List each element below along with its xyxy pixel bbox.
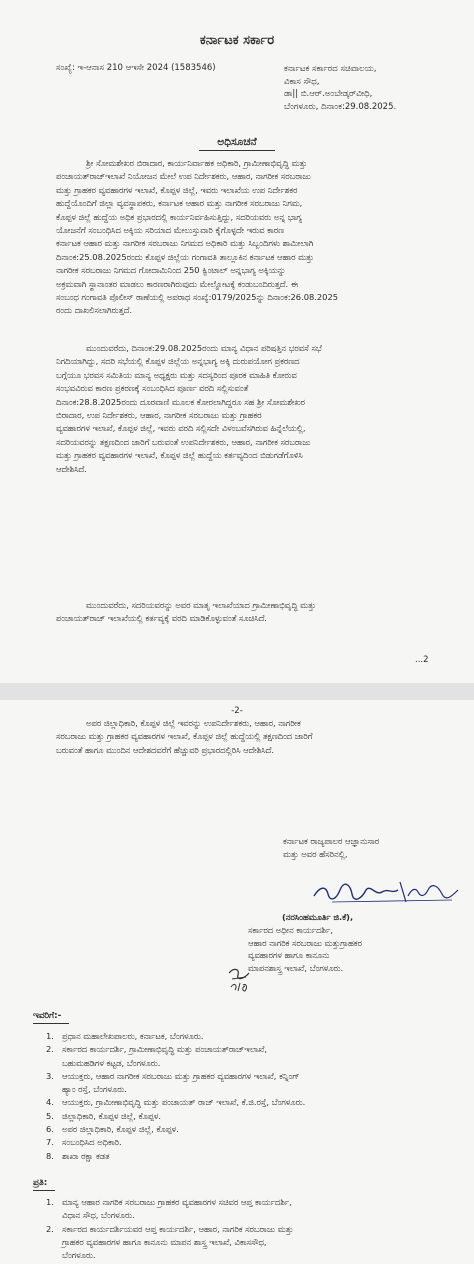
handwritten-signature [312, 878, 462, 908]
paragraph-line: ಸದರಿಯವರನ್ನು ತಕ್ಷಣದಿಂದ ಜಾರಿಗೆ ಬರುವಂತೆ ಉಪನಿರ್ದೇಶಕರು, ಆಹಾರ, ನಾಗರೀಕ ಸರಬರಾಜು [56, 436, 311, 447]
list-item-continuation: ಗ್ರಾಹಕರ ವ್ಯವಹಾರಗಳ ಹಾಗೂ ಕಾನೂನು ಮಾಪನ ಶಾಸ್ತ್ರ ಇಲಾಖೆ, ವಿಕಾಸಸೌಧ, [62, 1236, 267, 1247]
recipient-list [46, 1030, 466, 1163]
list-item [46, 1096, 466, 1109]
item-number: 8. [46, 1150, 54, 1161]
item-text: ಆಯುಕ್ತರು, ಗ್ರಾಮೀಣಾಭಿವೃದ್ಧಿ ಮತ್ತು ಪಂಚಾಯತ್ ರಾಜ್ ಇಲಾಖೆ, ಕೆ.ಜಿ.ರಸ್ತೆ, ಬೆಂಗಳೂರು. [62, 1097, 306, 1108]
item-number: 6. [46, 1124, 54, 1135]
paragraph-line: ಕೊಪ್ಪಳ ಜಿಲ್ಲೆ ಹುದ್ದೆಯ ಅಧಿಕ ಪ್ರಭಾರದಲ್ಲಿ ಕಾರ್ಯನಿರ್ವಹಿಸುತ್ತಿದ್ದು, ಸದರಿಯವರು ಅನ್ನ ಭಾಗ್ಯ [56, 211, 302, 222]
signer-name: (ನರಸಿಂಹಮೂರ್ತಿ ಜಿ.ಕೆ), [282, 912, 354, 922]
item-text: ಮಾನ್ಯ ಆಹಾರ ನಾಗರಿಕ ಸರಬರಾಜು ಗ್ರಾಹಕರ ವ್ಯವಹಾರಗಳ ಸಚಿವರ ಆಪ್ತ ಕಾರ್ಯದರ್ಶಿ, [62, 1197, 292, 1207]
paragraph-line: ಹುದ್ದೆಯೊಂದಿಗೆ ಜಿಲ್ಲಾ ವ್ಯವಸ್ಥಾಪಕರು, ಕರ್ನಾಟಕ ಆಹಾರ ಮತ್ತು ನಾಗರೀಕ ಸರಬರಾಜು ನಿಗಮ, [56, 198, 303, 209]
page-continuation-number: ...2 [415, 655, 429, 665]
address-line: ಕರ್ನಾಟಕ ಸರ್ಕಾರದ ಸಚಿವಾಲಯ, [284, 64, 377, 74]
item-text: ಆಯುಕ್ತರು, ಆಹಾರ ನಾಗರೀಕ ಸರಬರಾಜು ಮತ್ತು ಗ್ರಾಹಕರ ವ್ಯವಹಾರಗಳ ಇಲಾಖೆ, ಕನ್ನಿಂಗ್ [62, 1070, 300, 1081]
item-text: ಸಂಬಂಧಿಸಿದ ಅಧಿಕಾರಿ. [62, 1137, 122, 1148]
paragraph-line: ವ್ಯವಹಾರಗಳ ಇಲಾಖೆ, ಕೊಪ್ಪಳ ಜಿಲ್ಲೆ, ಇವರು ವರದಿ ಸಲ್ಲಿಸದೇ ವಿಳಂಬವೆಸಗಿರುವ ಹಿನ್ನೆಲೆಯಲ್ಲಿ, [56, 423, 306, 434]
page2-paragraph [56, 717, 428, 757]
paragraph-line: ಮತ್ತು ಗ್ರಾಹಕರ ವ್ಯವಹಾರಗಳ ಇಲಾಖೆ, ಕೊಪ್ಪಳ ಜಿಲ್ಲೆ, ಇವರು ಇಲಾಖೆಯ ಉಪ ನಿರ್ದೇಶಕರ [56, 184, 298, 195]
list-item [46, 1196, 466, 1209]
item-text: ಪ್ರಧಾನ ಮಹಾಲೇಖಪಾಲರು, ಕರ್ನಾಟಕ, ಬೆಂಗಳೂರು. [62, 1031, 204, 1041]
address-line: ವಿಕಾಸ ಸೌಧ, [284, 76, 320, 87]
list-item [46, 1043, 466, 1056]
item-text: ಶಾಖಾ ರಕ್ಷಾ ಕಡತ [62, 1150, 110, 1161]
order-by-governor [283, 835, 379, 861]
paragraph-line: ದಿನಾಂಕ:28.8.2025ರಂದು ದೂರವಾಣಿ ಮೂಲಕ ಕೋರಲಾಗಿದ್ದರೂ ಸಹ ಶ್ರೀ ಸೋಮಶೇಖರ [56, 396, 305, 407]
paragraph-line: ಮತ್ತು ಗ್ರಾಹಕರ ವ್ಯವಹಾರಗಳ ಇಲಾಖೆ, ಕೊಪ್ಪಳ ಜಿಲ್ಲೆ ಹುದ್ದೆಯ ಕರ್ತವ್ಯದಿಂದ ಬಿಡುಗಡೆಗೊಳಿಸಿ [56, 450, 303, 461]
office-address [284, 63, 474, 113]
paragraph-line: ಬಿರಾದಾರ, ಉಪ ನಿರ್ದೇಶಕರು, ಆಹಾರ, ನಾಗರೀಕ ಸರಬರಾಜು ಮತ್ತು ಗ್ರಾಹಕರ [56, 410, 262, 421]
copies-list [46, 1196, 466, 1262]
list-item [46, 1150, 466, 1163]
item-number: 2. [46, 1223, 54, 1234]
page-separator [0, 683, 474, 700]
body-paragraph-2 [56, 342, 428, 476]
paragraph-line: ಅಪರ ಜಿಲ್ಲಾಧಿಕಾರಿ, ಕೊಪ್ಪಳ ಜಿಲ್ಲೆ ಇವರನ್ನು ಉಪನಿರ್ದೇಶಕರು, ಆಹಾರ, ನಾಗರೀಕ [86, 718, 301, 728]
copies-heading: ಪ್ರತಿ: [33, 1178, 48, 1188]
paragraph-line: ರಂದು ದಾಖಲಿಸಲಾಗಿರುತ್ತದೆ. [56, 305, 133, 316]
item-number: 7. [46, 1137, 54, 1148]
heading-underline [33, 1190, 55, 1191]
item-text: ಸರ್ಕಾರದ ಕಾರ್ಯದರ್ಶಿಯವರ ಆಪ್ತ ಕಾರ್ಯದರ್ಶಿ, ಆಹಾರ, ನಾಗರಿಕ ಸರಬರಾಜು ಮತ್ತು [62, 1223, 294, 1234]
initial-mark [226, 965, 252, 993]
signer-line: ಆಹಾರ ನಾಗರಿಕ ಸರಬರಾಜು ಮತ್ತುಗ್ರಾಹಕರ [248, 937, 362, 948]
paragraph-line: ದಿನಾಂಕ:25.08.2025ರಂದು ಕೊಪ್ಪಳ ಜಿಲ್ಲೆಯ ಗಂಗಾವತಿ ತಾಲ್ಲೂಕಿನ ಕರ್ನಾಟಕ ಆಹಾರ ಮತ್ತು [56, 251, 314, 262]
body-paragraph-3 [56, 599, 428, 626]
signer-block [248, 911, 362, 975]
item-text: ಸರ್ಕಾರದ ಕಾರ್ಯದರ್ಶಿ, ಗ್ರಾಮೀಣಾಭಿವೃದ್ಧಿ ಮತ್ತು ಪಂಚಾಯತ್‌ರಾಜ್‌ಇಲಾಖೆ, [62, 1044, 268, 1055]
signer-line: ಮಾಪನಶಾಸ್ತ್ರ ಇಲಾಖೆ, ಬೆಂಗಳೂರು. [248, 963, 344, 974]
list-item-continuation: ಬೆಂಗಳೂರು. [62, 1250, 96, 1261]
notification-heading: ಅಧಿಸೂಚನೆ [217, 136, 257, 148]
signer-line: ವ್ಯವಹಾರಗಳ ಹಾಗೂ ಕಾನೂನು [248, 950, 330, 961]
paragraph-line: ಪಂಚಾಯತ್‌ರಾಜ್ ಇಲಾಖೆಯಲ್ಲಿ ಕರ್ತವ್ಯಕ್ಕೆ ವರದಿ ಮಾಡಿಕೊಳ್ಳುವಂತೆ ಸೂಚಿಸಿದೆ. [56, 613, 267, 624]
paragraph-line: ಕರ್ನಾಟಕ ಆಹಾರ ಮತ್ತು ನಾಗರೀಕ ಸರಬರಾಜು ನಿಗಮದ ಅಧಿಕಾರಿ ಮತ್ತು ಸಿಬ್ಬಂದಿಗಳು ಶಾಮೀಲಾಗಿ [56, 238, 314, 249]
paragraph-line: ನಿಗದಿಯಾಗಿದ್ದು, ಸದರಿ ಸಭೆಯಲ್ಲಿ ಕೊಪ್ಪಳ ಜಿಲ್ಲೆಯ ಅನ್ನಭಾಗ್ಯ ಅಕ್ಕಿ ದುರುಪಯೋಗ ಪ್ರಕರಣದ [56, 356, 300, 367]
item-number: 4. [46, 1097, 54, 1108]
paragraph-line: ಬರುವಂತೆ ಹಾಗೂ ಮುಂದಿನ ಆದೇಶದವರೆಗೆ ಹೆಚ್ಚುವರಿ ಪ್ರಭಾರದಲ್ಲಿರಿಸಿ ಆದೇಶಿಸಿದೆ. [56, 744, 275, 755]
list-item [46, 1070, 466, 1083]
address-line: ಬೆಂಗಳೂರು, ದಿನಾಂಕ:29.08.2025. [284, 101, 397, 112]
recipients-heading: ಇವರಿಗೆ:- [33, 1011, 62, 1021]
paragraph-line: ಶ್ರೀ ಸೋಮಶೇಖರ ಬಿರಾದಾರ, ಕಾರ್ಯನಿರ್ವಾಹಕ ಅಧಿಕಾರಿ, ಗ್ರಾಮೀಣಾಭಿವೃದ್ಧಿ ಮತ್ತು [86, 158, 308, 168]
paragraph-line: ಆದೇಶಿಸಿದೆ. [56, 463, 87, 474]
list-item [46, 1223, 466, 1236]
order-by-line: ಮತ್ತು ಅವರ ಹೆಸರಿನಲ್ಲಿ, [283, 849, 348, 859]
paragraph-line: ಬಗ್ಗೆಯೂ ಭರವಸ ಸಮಿತಿಯ ಮಾನ್ಯ ಅಧ್ಯಕ್ಷರು ಮತ್ತು ಸದಸ್ಯರಿಂದ ಪೂರಕ ಮಾಹಿತಿ ಕೋರುವ [56, 369, 297, 380]
paragraph-line: ಯೋಜನೆಗೆ ಸಂಬಂಧಿಸಿದ ಅಕ್ಕಿಯ ಸರಿಯಾದ ಮೇಲುಸ್ತುವಾರಿ ಕೈಗೊಳ್ಳದೇ ಇರುವ ಕಾರಣ [56, 225, 285, 236]
paragraph-line: ಸಂಬಂಧ ಗಂಗಾವತಿ ಪೊಲೀಸ್ ಠಾಣೆಯಲ್ಲಿ ಅಪರಾಧ ಸಂಖ್ಯೆ:0179/2025ನ್ನು ದಿನಾಂಕ:26.08.2025 [56, 292, 339, 303]
list-item [46, 1110, 466, 1123]
order-by-line: ಕರ್ನಾಟಕ ರಾಜ್ಯಪಾಲರ ಆಜ್ಞಾನುಸಾರ [283, 836, 380, 846]
heading-underline [33, 1023, 69, 1024]
government-title: ಕರ್ನಾಟಕ ಸರ್ಕಾರ [199, 33, 275, 48]
list-item-continuation: ಹ್ಯಾಂ ರಸ್ತೆ, ಬೆಂಗಳೂರು. [62, 1084, 127, 1095]
paragraph-line: ಅಕ್ರಮವಾಗಿ ಸ್ಥಾನಾಂತರ ಮಾಡಲು ಕಾರಣರಾಗಿರುವುದು ಮೇಲ್ನೋಟಕ್ಕೆ ಕಂಡುಬಂದಿರುತ್ತದೆ. ಈ [56, 278, 298, 289]
list-item [46, 1030, 466, 1043]
paragraph-line: ಸಂಭವವಿರುವ ಕಾರಣ ಪ್ರಕರಣಕ್ಕೆ ಸಂಬಂಧಿಸಿದ ಪೂರ್ಣ ವರದಿ ಸಲ್ಲಿಸುವಂತೆ [56, 383, 249, 394]
list-item-continuation: ವಿಧಾನ ಸೌಧ, ಬೆಂಗಳೂರು. [62, 1210, 135, 1221]
item-number: 1. [46, 1197, 54, 1207]
item-text: ಅಪರ ಜಿಲ್ಲಾಧಿಕಾರಿ, ಕೊಪ್ಪಳ ಜಿಲ್ಲೆ, ಕೊಪ್ಪಳ. [62, 1124, 179, 1135]
page-number: -2- [231, 706, 243, 716]
address-line: ಡಾ|| ಬಿ.ಆರ್.ಅಂಬೇಡ್ಕರ್‌ವೀಧಿ, [284, 89, 373, 99]
item-text: ಜಿಲ್ಲಾಧಿಕಾರಿ, ಕೊಪ್ಪಳ ಜಿಲ್ಲೆ, ಕೊಪ್ಪಳ. [62, 1110, 162, 1121]
body-paragraph-1 [56, 157, 428, 318]
list-item [46, 1123, 466, 1136]
order-number: ಸಂಖ್ಯೆ: ಇ-ಆನಾಸ 210 ಆಇಸೇ 2024 (1583546) [56, 63, 216, 73]
paragraph-line: ಸರಬರಾಜು ಮತ್ತು ಗ್ರಾಹಕರ ವ್ಯವಹಾರಗಳ ಇಲಾಖೆ, ಕೊಪ್ಪಳ ಜಿಲ್ಲೆ ಹುದ್ದೆಯಲ್ಲಿ ತಕ್ಷಣದಿಂದ ಜಾರಿಗೆ [56, 731, 313, 742]
item-number: 5. [46, 1110, 54, 1121]
item-number: 3. [46, 1070, 54, 1081]
paragraph-line: ನಾಗರೀಕ ಸರಬರಾಜು ನಿಗಮದ ಗೋದಾಮಿನಿಂದ 250 ಕ್ವಿಂಟಾಲ್ ಅನ್ನಭಾಗ್ಯ ಅಕ್ಕಿಯನ್ನು [56, 265, 286, 276]
paragraph-line: ಮುಂದುವರೆದು, ದಿನಾಂಕ:29.08.2025ರಂದು ಮಾನ್ಯ ವಿಧಾನ ಪರಿಷತ್ತಿನ ಭರವಸೆ ಸಭೆ [86, 343, 322, 353]
list-item-continuation: ಬಹುಮಹಡಿಗಳ ಕಟ್ಟಡ, ಬೆಂಗಳೂರು. [62, 1057, 161, 1068]
signer-line: ಸರ್ಕಾರದ ಅಧೀನ ಕಾರ್ಯದರ್ಶಿ, [248, 924, 333, 935]
item-number: 2. [46, 1044, 54, 1055]
item-number: 1. [46, 1031, 54, 1041]
heading-underline [199, 150, 275, 151]
list-item [46, 1136, 466, 1149]
paragraph-line: ಮುಂದುವರೆದು, ಸದರಿಯವರನ್ನು ಅವರ ಮಾತೃ ಇಲಾಖೆಯಾದ ಗ್ರಾಮೀಣಾಭಿವೃದ್ಧಿ ಮತ್ತು [86, 600, 316, 610]
paragraph-line: ಪಂಚಾಯತ್‌ರಾಜ್‌ಇಲಾಖೆ ನಿಯೋಜನ ಮೇಲೆ ಉಪ ನಿರ್ದೇಶಕರು, ಆಹಾರ, ನಾಗರೀಕ ಸರಬರಾಜು [56, 171, 311, 182]
